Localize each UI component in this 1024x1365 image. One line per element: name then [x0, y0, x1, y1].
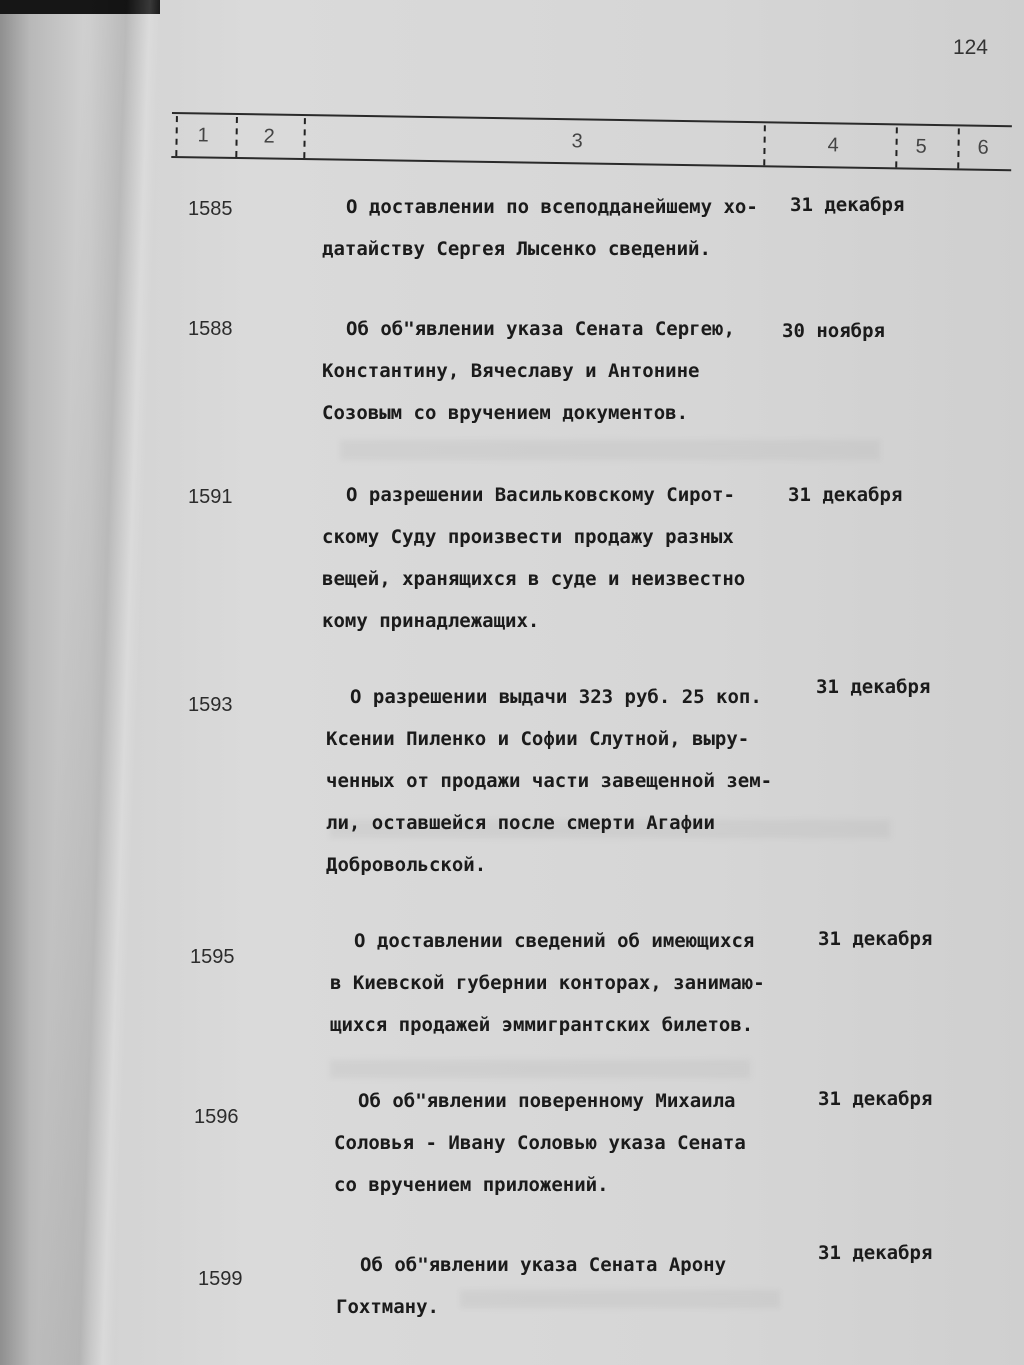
entry-date: 31 декабря — [818, 1088, 933, 1110]
page-fold — [36, 0, 162, 1365]
entry-title-line: Добровольской. — [326, 854, 487, 876]
entry-title — [322, 186, 758, 270]
entry-title-line: скому Суду произвести продажу разных — [322, 526, 734, 548]
entry-number: 1588 — [188, 318, 233, 340]
column-label: 3 — [571, 130, 583, 153]
strip-top-rule — [172, 112, 1012, 127]
entry-title — [336, 1244, 726, 1328]
entry-title-line: Константину, Вячеславу и Антонине — [322, 360, 700, 382]
entry-number: 1599 — [198, 1268, 243, 1290]
entry-title-line: Созовым со вручением документов. — [322, 402, 689, 424]
entry-number: 1585 — [188, 198, 233, 220]
entry-title-line: датайству Сергея Лысенко сведений. — [322, 238, 711, 260]
column-divider — [763, 125, 766, 165]
entry-title-line: Соловья - Ивану Соловью указа Сената — [334, 1132, 746, 1154]
column-header-strip — [171, 112, 1012, 175]
entry-title-line: О доставлении сведений об имеющихся — [354, 930, 755, 952]
entry-date: 30 ноября — [782, 320, 885, 342]
page-number: 124 — [952, 36, 988, 59]
column-divider — [235, 117, 238, 157]
column-divider — [303, 118, 306, 158]
column-label: 2 — [263, 125, 275, 148]
entry-title-line: О разрешении выдачи 323 руб. 25 коп. — [350, 686, 762, 708]
entry-number: 1595 — [190, 946, 235, 968]
entry-title-line: в Киевской губернии конторах, занимаю- — [330, 972, 765, 994]
entry-title — [322, 474, 745, 642]
entry-title-line: О доставлении по всеподданейшему хо- — [346, 196, 758, 218]
entry-title-line: ли, оставшейся после смерти Агафии — [326, 812, 715, 834]
entry-title-line: Об об"явлении указа Сената Сергею, — [346, 318, 735, 340]
entry-title — [334, 1080, 746, 1206]
column-label: 4 — [827, 134, 839, 157]
entry-title-line: Гохтману. — [336, 1296, 439, 1318]
entry-title-line: Об об"явлении указа Сената Арону — [360, 1254, 727, 1276]
entry-title-line: кому принадлежащих. — [322, 610, 540, 632]
strip-bottom-rule — [171, 156, 1011, 171]
entry-date: 31 декабря — [818, 1242, 933, 1264]
entry-title-line: вещей, хранящихся в суде и неизвестно — [322, 568, 746, 590]
entry-number: 1593 — [188, 694, 233, 716]
entry-title — [326, 676, 772, 886]
entry-date: 31 декабря — [816, 676, 931, 698]
bleed-through — [330, 1060, 750, 1078]
entry-title-line: О разрешении Васильковскому Сирот- — [346, 484, 735, 506]
column-label: 5 — [915, 135, 927, 158]
column-divider — [895, 127, 898, 167]
entry-date: 31 декабря — [818, 928, 933, 950]
entry-title — [322, 308, 735, 434]
column-label: 6 — [977, 136, 989, 159]
entry-title — [330, 920, 765, 1046]
entry-date: 31 декабря — [788, 484, 903, 506]
entry-title-line: ченных от продажи части завещенной зем- — [326, 770, 773, 792]
entry-date: 31 декабря — [790, 194, 905, 216]
column-divider — [175, 116, 178, 156]
entry-title-line: со вручением приложений. — [334, 1174, 609, 1196]
entry-number: 1596 — [194, 1106, 239, 1128]
bleed-through — [340, 440, 880, 460]
entry-title-line: щихся продажей эммигрантских билетов. — [330, 1014, 754, 1036]
entry-number: 1591 — [188, 486, 233, 508]
entry-title-line: Ксении Пиленко и Софии Слутной, выру- — [326, 728, 750, 750]
column-label: 1 — [197, 124, 209, 147]
entry-title-line: Об об"явлении поверенному Михаила — [358, 1090, 736, 1112]
column-divider — [957, 128, 960, 168]
